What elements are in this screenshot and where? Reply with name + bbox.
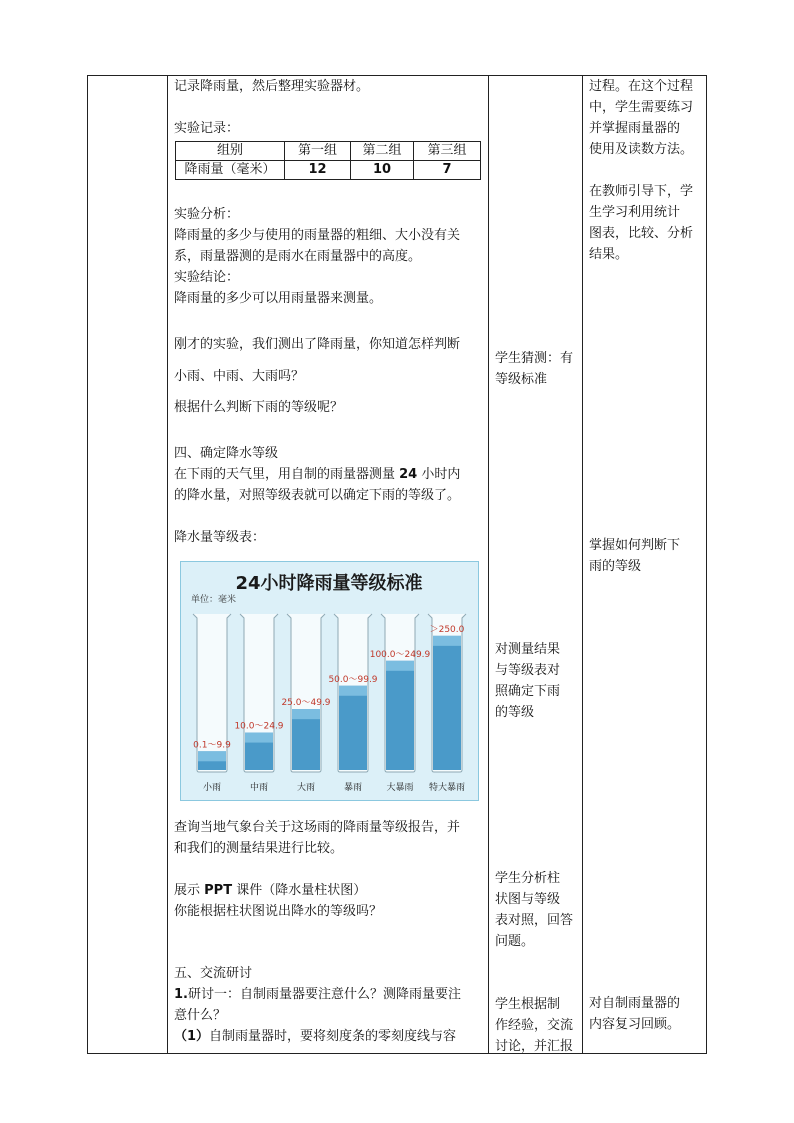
rainfall-bar	[339, 686, 367, 770]
table-cell: 12	[285, 161, 351, 180]
chart-title: 24小时降雨量等级标准	[235, 573, 423, 594]
student-activity-text: 作经验，交流	[495, 1018, 574, 1033]
design-intent-text: 结果。	[589, 247, 629, 262]
student-activity-text: 学生根据制	[495, 997, 561, 1012]
table-border-left	[87, 75, 88, 1054]
design-intent-text: 对自制雨量器的	[589, 996, 681, 1011]
rainfall-bar-top	[245, 733, 273, 743]
analysis-text: 降雨量的多少与使用的雨量器的粗细、大小没有关	[174, 228, 461, 243]
student-activity-text: 状图与等级	[495, 892, 561, 907]
rainfall-bar	[433, 636, 461, 770]
rainfall-grade-chart	[180, 561, 479, 801]
ppt-text	[174, 880, 484, 901]
rainfall-bar-top	[292, 709, 320, 719]
query-text: 查询当地气象台关于这场雨的降雨量等级报告，并	[174, 820, 461, 835]
range-label: 100.0～249.9	[369, 649, 431, 660]
student-activity-text: 照确定下雨	[495, 684, 561, 699]
category-label: 小雨	[202, 783, 222, 793]
experiment-record-table	[175, 141, 481, 180]
discussion-text-part: 自制雨量器时，要将刻度条的零刻度线与容	[209, 1029, 457, 1044]
student-activity-text: 的等级	[495, 705, 535, 720]
student-activity-text: 表对照，回答	[495, 913, 574, 928]
design-intent-text: 掌握如何判断下	[589, 538, 681, 553]
table-cell: 7	[414, 161, 481, 180]
design-intent-text: 过程。在这个过程	[589, 79, 694, 94]
ppt-text-part: 课件（降水量柱状图）	[232, 883, 367, 898]
table-row	[176, 161, 481, 180]
rainfall-bar-top	[339, 686, 367, 696]
category-label: 特大暴雨	[428, 783, 466, 793]
section-text-part: 在下雨的天气里，用自制的雨量器测量	[174, 467, 400, 482]
table-border-bottom	[87, 1053, 707, 1054]
table-row	[176, 142, 481, 161]
section-title: 五、交流研讨	[174, 966, 253, 981]
range-label: ＞250.0	[429, 624, 465, 635]
rainfall-bar-top	[386, 661, 414, 671]
discussion-number: 1.	[174, 987, 188, 1002]
student-activity-text: 讨论，并汇报	[495, 1039, 574, 1054]
table-border-right	[706, 75, 707, 1054]
section-title: 四、确定降水等级	[174, 446, 279, 461]
table-header-cell: 第二组	[351, 142, 414, 161]
rainfall-bar-top	[198, 751, 226, 761]
section-text: 的降水量，对照等级表就可以确定下雨的等级了。	[174, 488, 461, 503]
discussion-number: （1）	[174, 1029, 210, 1044]
conclusion-text: 降雨量的多少可以用雨量器来测量。	[174, 291, 383, 306]
record-line: 记录降雨量，然后整理实验器材。	[174, 79, 370, 94]
conclusion-title: 实验结论：	[174, 270, 240, 285]
category-label: 大暴雨	[386, 783, 414, 793]
question-text: 刚才的实验，我们测出了降雨量，你知道怎样判断	[174, 337, 461, 352]
section-text-number: 24	[399, 467, 418, 482]
grade-table-title: 降水量等级表：	[174, 530, 266, 545]
student-activity-text: 学生分析柱	[495, 871, 561, 886]
range-label: 10.0～24.9	[234, 721, 284, 732]
question-text: 根据什么判断下雨的等级呢？	[174, 400, 344, 415]
ppt-question: 你能根据柱状图说出降水的等级吗？	[174, 904, 383, 919]
table-divider-2	[488, 75, 489, 1054]
design-intent-text: 在教师引导下，学	[589, 184, 694, 199]
table-divider-1	[167, 75, 168, 1054]
ppt-text-bold: PPT	[204, 883, 233, 898]
student-activity-text: 与等级表对	[495, 663, 561, 678]
category-label: 暴雨	[343, 783, 363, 793]
table-divider-3	[582, 75, 583, 1054]
rainfall-bar-top	[433, 636, 461, 646]
discussion-text	[174, 984, 484, 1005]
analysis-title: 实验分析：	[174, 207, 240, 222]
chart-unit-label: 单位：毫米	[191, 595, 237, 605]
question-text: 小雨、中雨、大雨吗？	[174, 369, 305, 384]
ppt-text-part: 展示	[174, 883, 205, 898]
analysis-text: 系，雨量器测的是雨水在雨量器中的高度。	[174, 249, 422, 264]
table-header-cell: 第三组	[414, 142, 481, 161]
section-text-part: 小时内	[417, 467, 461, 482]
section-text	[174, 464, 484, 485]
design-intent-text: 内容复习回顾。	[589, 1017, 681, 1032]
table-row-label: 降雨量（毫米）	[176, 161, 285, 180]
design-intent-text: 使用及读数方法。	[589, 142, 694, 157]
design-intent-text: 生学习利用统计	[589, 205, 681, 220]
record-title: 实验记录：	[174, 121, 240, 136]
design-intent-text: 图表，比较、分析	[589, 226, 694, 241]
student-activity-text: 问题。	[495, 934, 535, 949]
category-label: 大雨	[296, 783, 316, 793]
table-cell: 10	[351, 161, 414, 180]
rainfall-grade-chart-svg	[181, 562, 478, 800]
design-intent-text: 雨的等级	[589, 559, 642, 574]
rainfall-bar	[386, 661, 414, 770]
category-label: 中雨	[249, 783, 269, 793]
student-activity-text: 对测量结果	[495, 642, 561, 657]
discussion-text-part: 研讨一：自制雨量器要注意什么？测降雨量要注	[187, 987, 461, 1002]
discussion-text: 意什么？	[174, 1008, 227, 1023]
range-label: 25.0～49.9	[281, 698, 331, 709]
query-text: 和我们的测量结果进行比较。	[174, 841, 344, 856]
design-intent-text: 中，学生需要练习	[589, 100, 694, 115]
design-intent-text: 并掌握雨量器的	[589, 121, 681, 136]
table-header-cell: 组别	[176, 142, 285, 161]
range-label: 50.0～99.9	[328, 674, 378, 685]
student-activity-text: 学生猜测：有	[495, 351, 574, 366]
student-activity-text: 等级标准	[495, 372, 548, 387]
discussion-text	[174, 1026, 484, 1047]
table-header-cell: 第一组	[285, 142, 351, 161]
range-label: 0.1～9.9	[193, 740, 231, 751]
